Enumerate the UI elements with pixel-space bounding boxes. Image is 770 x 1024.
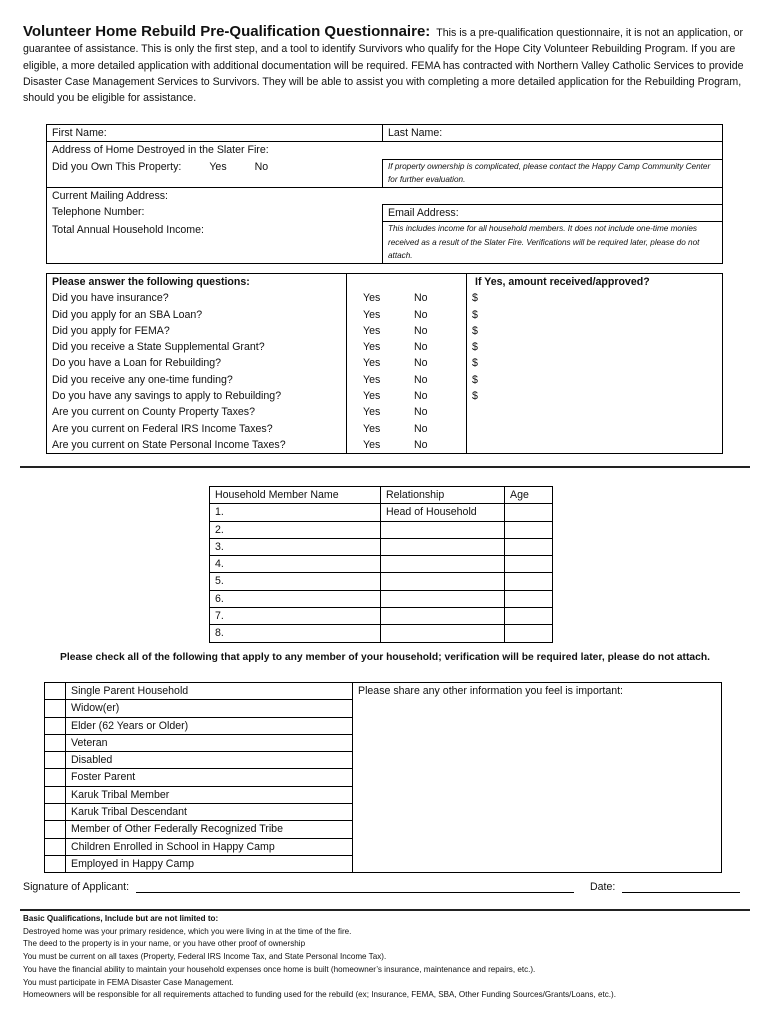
- question-text: Did you receive any one-time funding?: [47, 372, 347, 388]
- no-option[interactable]: No: [408, 372, 467, 388]
- intro-text: This is a pre-qualification questionnaire, it is not an application, or guarantee of assistance. This is only the first step, and a tool to identify Survivors who qualify for the Hope City Volunteer Rebuilding Program. If you are eligible, a more detailed application with additional documentation will be required. FEMA has contracted with Northern Valley Catholic Services to provide Disaster Case Management Services to Survivors. They will be able to assist you with completing a more detailed application for the Rebuilding Program, should you be eligible for assistance.: [23, 27, 744, 105]
- checkbox[interactable]: [45, 786, 66, 803]
- own-property-no[interactable]: No: [254, 161, 269, 174]
- ownership-note: If property ownership is complicated, please contact the Happy Camp Community Center for further evaluation.: [383, 159, 723, 187]
- first-name-label: First Name:: [52, 127, 107, 139]
- relationship-field[interactable]: Head of Household: [381, 504, 505, 521]
- yes-option[interactable]: Yes: [347, 388, 409, 404]
- yes-option[interactable]: Yes: [347, 421, 409, 437]
- member-name-field[interactable]: 3.: [210, 538, 381, 555]
- member-name-field[interactable]: 7.: [210, 608, 381, 625]
- amount-field[interactable]: [467, 421, 723, 437]
- relationship-field[interactable]: [381, 608, 505, 625]
- applicant-info-table: [46, 124, 723, 264]
- no-option[interactable]: No: [408, 339, 467, 355]
- amount-field[interactable]: $: [467, 339, 723, 355]
- checklist-label: Veteran: [66, 734, 353, 751]
- relationship-field[interactable]: [381, 521, 505, 538]
- relationship-field[interactable]: [381, 590, 505, 607]
- age-field[interactable]: [505, 556, 553, 573]
- amount-field[interactable]: $: [467, 372, 723, 388]
- relationship-field[interactable]: [381, 538, 505, 555]
- last-name-label: Last Name:: [388, 127, 443, 139]
- question-text: Do you have a Loan for Rebuilding?: [47, 355, 347, 371]
- no-option[interactable]: No: [408, 404, 467, 420]
- no-option[interactable]: No: [408, 421, 467, 437]
- questions-heading: Please answer the following questions:: [47, 274, 347, 291]
- basic-qualifications-title: Basic Qualifications, Include but are not limited to:: [23, 914, 219, 923]
- qualification-item: You must be current on all taxes (Property, Federal IRS Income Tax, and State Personal Income Tax).: [23, 952, 387, 962]
- date-label: Date:: [590, 881, 616, 893]
- checklist-label: Karuk Tribal Descendant: [66, 804, 353, 821]
- household-row: [210, 608, 553, 625]
- question-row: [47, 323, 723, 339]
- no-option[interactable]: No: [408, 437, 467, 454]
- date-field[interactable]: [622, 880, 740, 893]
- amount-field[interactable]: $: [467, 290, 723, 306]
- checkbox[interactable]: [45, 717, 66, 734]
- household-row: [210, 556, 553, 573]
- checkbox[interactable]: [45, 683, 66, 700]
- age-field[interactable]: [505, 590, 553, 607]
- checklist-label: Children Enrolled in School in Happy Camp: [66, 838, 353, 855]
- question-row: [47, 355, 723, 371]
- age-field[interactable]: [505, 608, 553, 625]
- age-field[interactable]: [505, 521, 553, 538]
- question-text: Did you receive a State Supplemental Grant?: [47, 339, 347, 355]
- question-row: [47, 437, 723, 454]
- share-info-label: Please share any other information you feel is important:: [353, 683, 722, 700]
- income-field[interactable]: [47, 222, 383, 264]
- yes-option[interactable]: Yes: [347, 339, 409, 355]
- household-row: [210, 504, 553, 521]
- yes-option[interactable]: Yes: [347, 307, 409, 323]
- section-divider: [20, 466, 750, 468]
- qualification-item: Homeowners will be responsible for all requirements attached to funding used for the rebuild (ex; Insurance, FEMA, SBA, Other Funding Sources/Grants/Loans, etc.).: [23, 990, 616, 1000]
- no-option[interactable]: No: [408, 388, 467, 404]
- amount-field[interactable]: $: [467, 388, 723, 404]
- age-field[interactable]: [505, 504, 553, 521]
- telephone-field[interactable]: [47, 204, 383, 221]
- household-checklist-table: [44, 682, 722, 873]
- member-name-field[interactable]: 4.: [210, 556, 381, 573]
- checklist-label: Widow(er): [66, 700, 353, 717]
- checklist-label: Employed in Happy Camp: [66, 855, 353, 872]
- checkbox[interactable]: [45, 700, 66, 717]
- address-label: Address of Home Destroyed in the Slater Fire:: [52, 144, 269, 157]
- age-field[interactable]: [505, 573, 553, 590]
- question-text: Are you current on County Property Taxes?: [47, 404, 347, 420]
- address-field[interactable]: [47, 142, 723, 159]
- amount-field[interactable]: [467, 437, 723, 454]
- checkbox[interactable]: [45, 734, 66, 751]
- income-note: This includes income for all household members. It does not include one-time monies received as a result of the Slater Fire. Verifications will be required later, please do not attach.: [383, 222, 723, 264]
- signature-field[interactable]: [136, 880, 574, 893]
- member-name-field[interactable]: 8.: [210, 625, 381, 642]
- household-row: [210, 521, 553, 538]
- qualification-item: The deed to the property is in your name, or you have other proof of ownership: [23, 939, 306, 949]
- checklist-instruction: Please check all of the following that apply to any member of your household; verification will be required later, please do not attach.: [60, 652, 710, 663]
- no-option[interactable]: No: [408, 290, 467, 306]
- amount-heading: If Yes, amount received/approved?: [467, 274, 723, 291]
- income-label: Total Annual Household Income:: [52, 223, 204, 236]
- own-property-row: [47, 159, 383, 187]
- yes-option[interactable]: Yes: [347, 404, 409, 420]
- no-option[interactable]: No: [408, 307, 467, 323]
- question-text: Do you have any savings to apply to Rebuilding?: [47, 388, 347, 404]
- member-name-field[interactable]: 6.: [210, 590, 381, 607]
- question-row: [47, 372, 723, 388]
- amount-field[interactable]: [467, 404, 723, 420]
- checkbox[interactable]: [45, 804, 66, 821]
- age-field[interactable]: [505, 625, 553, 642]
- mailing-address-field[interactable]: [47, 187, 723, 204]
- question-row: [47, 388, 723, 404]
- telephone-label: Telephone Number:: [52, 206, 145, 219]
- checklist-label: Member of Other Federally Recognized Tribe: [66, 821, 353, 838]
- question-text: Did you have insurance?: [47, 290, 347, 306]
- header: [23, 24, 745, 106]
- own-property-label: Did you Own This Property:: [52, 161, 182, 174]
- date-line: [590, 880, 740, 893]
- relationship-field[interactable]: [381, 573, 505, 590]
- relationship-field[interactable]: [381, 625, 505, 642]
- qualification-item: You must participate in FEMA Disaster Case Management.: [23, 977, 234, 987]
- checkbox[interactable]: [45, 821, 66, 838]
- question-text: Did you apply for FEMA?: [47, 323, 347, 339]
- email-field[interactable]: [383, 204, 723, 221]
- yes-option[interactable]: Yes: [347, 290, 409, 306]
- checkbox[interactable]: [45, 855, 66, 872]
- member-name-field[interactable]: 2.: [210, 521, 381, 538]
- amount-field[interactable]: $: [467, 355, 723, 371]
- col-age-header: Age: [505, 487, 553, 504]
- email-label: Email Address:: [388, 206, 459, 219]
- checklist-label: Single Parent Household: [66, 683, 353, 700]
- yes-option[interactable]: Yes: [347, 372, 409, 388]
- age-field[interactable]: [505, 538, 553, 555]
- relationship-field[interactable]: [381, 556, 505, 573]
- household-table: [209, 486, 553, 643]
- share-info-textarea[interactable]: [353, 700, 722, 873]
- form-title: Volunteer Home Rebuild Pre-Qualification Questionnaire:: [23, 23, 431, 40]
- signature-line: [23, 880, 574, 893]
- yes-option[interactable]: Yes: [347, 437, 409, 454]
- last-name-field[interactable]: [383, 125, 723, 142]
- question-row: [47, 421, 723, 437]
- basic-qualifications: [23, 913, 753, 1002]
- question-row: [47, 290, 723, 306]
- checklist-label: Elder (62 Years or Older): [66, 717, 353, 734]
- yes-option[interactable]: Yes: [347, 355, 409, 371]
- checklist-label: Disabled: [66, 752, 353, 769]
- footer-divider: [20, 909, 750, 911]
- household-row: [210, 538, 553, 555]
- mailing-address-label: Current Mailing Address:: [52, 189, 168, 202]
- household-row: [210, 573, 553, 590]
- question-text: Are you current on Federal IRS Income Taxes?: [47, 421, 347, 437]
- household-row: [210, 590, 553, 607]
- question-row: [47, 339, 723, 355]
- col-relationship-header: Relationship: [381, 487, 505, 504]
- checkbox[interactable]: [45, 769, 66, 786]
- no-option[interactable]: No: [408, 355, 467, 371]
- qualification-item: You have the financial ability to maintain your household expenses once home is built (homeowner’s insurance, maintenance and repairs, etc.).: [23, 964, 536, 974]
- yes-option[interactable]: Yes: [347, 323, 409, 339]
- first-name-field[interactable]: [47, 125, 383, 142]
- checkbox[interactable]: [45, 752, 66, 769]
- col-member-header: Household Member Name: [210, 487, 381, 504]
- question-row: [47, 404, 723, 420]
- checklist-label: Karuk Tribal Member: [66, 786, 353, 803]
- own-property-yes[interactable]: Yes: [209, 161, 227, 174]
- amount-field[interactable]: $: [467, 307, 723, 323]
- no-option[interactable]: No: [408, 323, 467, 339]
- question-text: Are you current on State Personal Income Taxes?: [47, 437, 347, 454]
- member-name-field[interactable]: 1.: [210, 504, 381, 521]
- question-text: Did you apply for an SBA Loan?: [47, 307, 347, 323]
- household-row: [210, 625, 553, 642]
- signature-label: Signature of Applicant:: [23, 881, 130, 893]
- amount-field[interactable]: $: [467, 323, 723, 339]
- member-name-field[interactable]: 5.: [210, 573, 381, 590]
- question-row: [47, 307, 723, 323]
- checkbox[interactable]: [45, 838, 66, 855]
- questions-table: [46, 273, 723, 454]
- qualification-item: Destroyed home was your primary residence, which you were living in at the time of the fire.: [23, 926, 352, 936]
- checklist-label: Foster Parent: [66, 769, 353, 786]
